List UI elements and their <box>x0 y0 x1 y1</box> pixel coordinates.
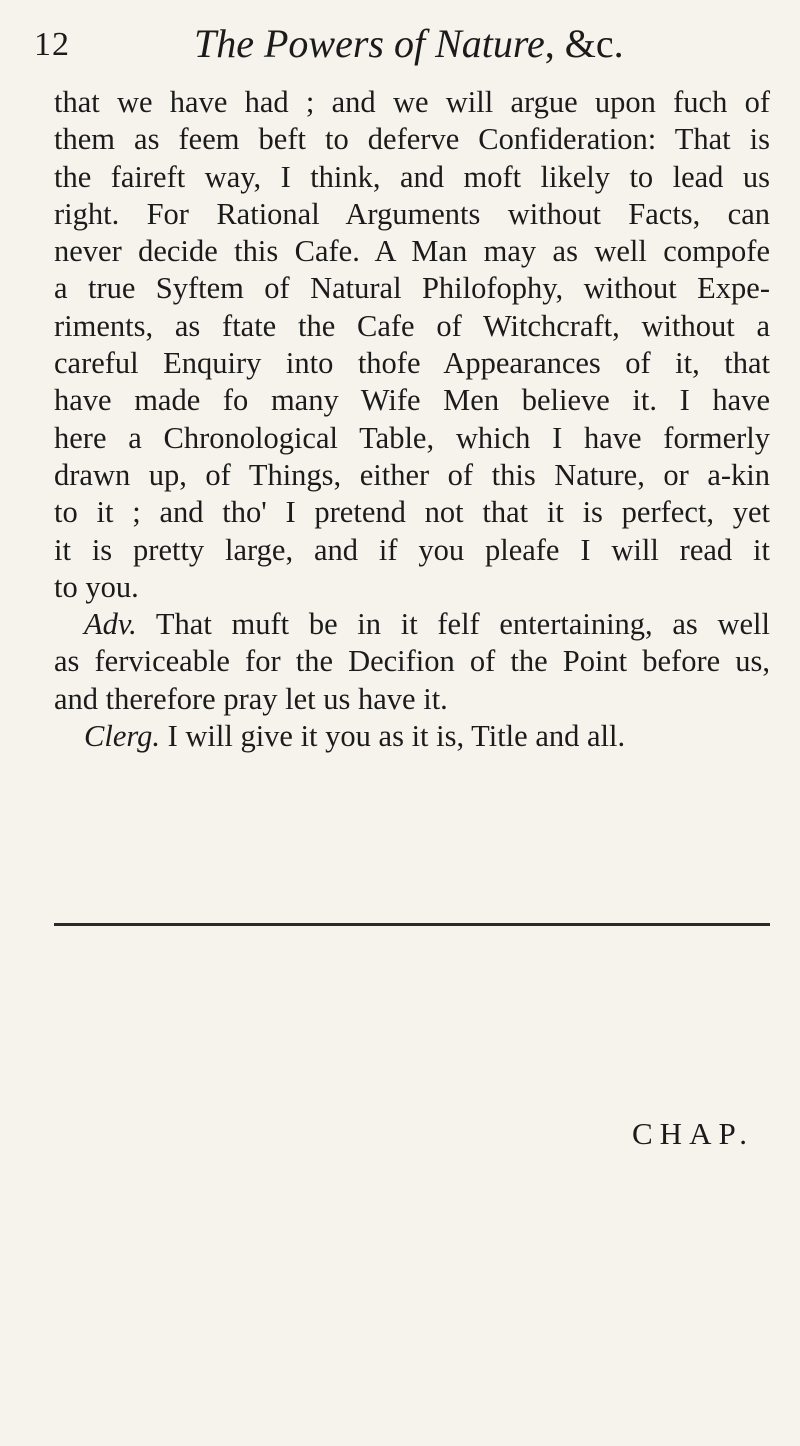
text-line: the faireft way, I think, and moft likely to lead us <box>54 159 770 194</box>
section-rule <box>54 923 770 926</box>
page-number: 12 <box>34 26 70 63</box>
text-line: to it ; and tho' I pretend not that it is perfect, yet <box>54 495 770 530</box>
text-line: to you. <box>54 569 139 604</box>
page-header <box>34 18 774 78</box>
running-title-suffix: , &c. <box>544 21 624 66</box>
text-line: it is pretty large, and if you pleafe I will read it <box>54 532 770 567</box>
text-line: that we have had ; and we will argue upon fuch of <box>54 85 770 119</box>
text-line: right. For Rational Arguments without Facts, can <box>54 196 770 231</box>
clerg-text: I will give it you as it is, Title and all. <box>159 719 626 754</box>
adv-speech-line <box>54 606 770 643</box>
text-line: a true Syftem of Natural Philofophy, without Expe- <box>54 271 770 306</box>
speaker-clerg: Clerg. <box>84 719 160 754</box>
text-line: riments, as ftate the Cafe of Witchcraft, without a <box>54 308 770 343</box>
text-line: here a Chronological Table, which I have formerly <box>54 420 770 455</box>
running-title <box>194 20 624 67</box>
text-line: them as feem beft to deferve Confideration: That is <box>54 122 770 157</box>
text-line: as ferviceable for the Decifion of the Point before us, <box>54 644 770 679</box>
catchword: CHAP. <box>632 1116 755 1151</box>
text-line: drawn up, of Things, either of this Nature, or a-kin <box>54 457 770 492</box>
text-line: have made fo many Wife Men believe it. I have <box>54 383 770 418</box>
body-text <box>54 84 770 755</box>
speaker-adv: Adv. <box>84 607 137 642</box>
running-title-main: The Powers of Nature <box>194 21 545 66</box>
text-line: careful Enquiry into thofe Appearances of it, that <box>54 346 770 381</box>
clerg-speech-line <box>54 718 770 755</box>
text-line: and therefore pray let us have it. <box>54 681 448 716</box>
text-line: never decide this Cafe. A Man may as well compofe <box>54 234 770 269</box>
adv-text: That muft be in it felf entertaining, as well <box>136 607 770 642</box>
